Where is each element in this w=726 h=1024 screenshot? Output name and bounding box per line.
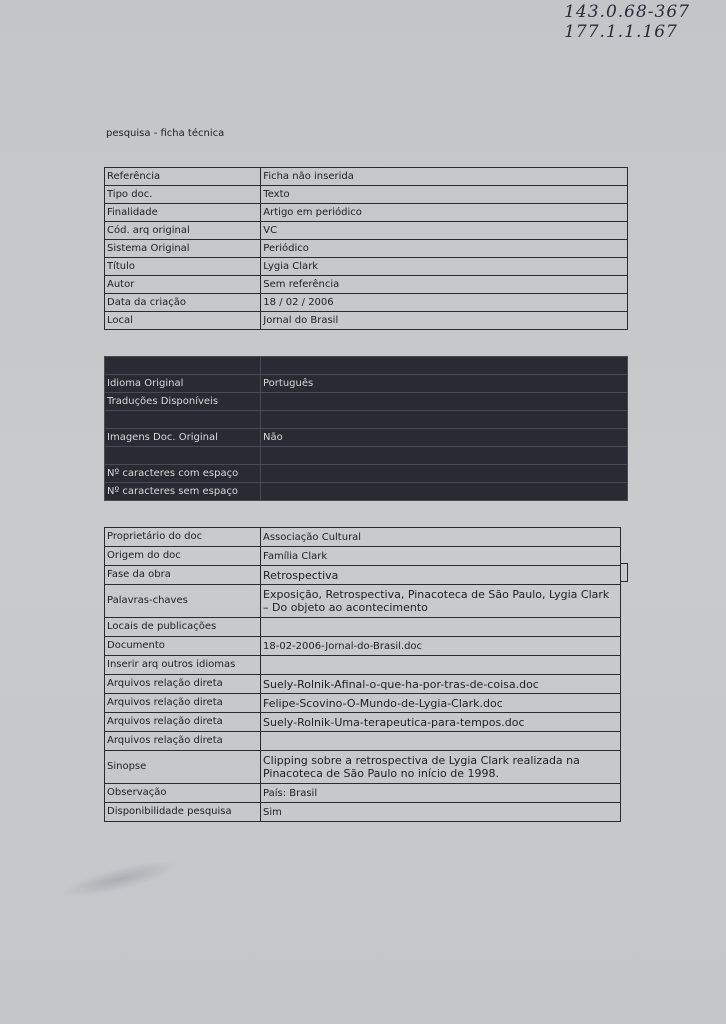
field-label: Data da criação	[105, 294, 261, 312]
table-row	[105, 276, 628, 294]
page-heading: pesquisa - ficha técnica	[106, 128, 225, 139]
table-row	[105, 713, 621, 732]
table-row	[105, 429, 628, 447]
field-label: Palavras-chaves	[105, 585, 261, 618]
field-label: Arquivos relação direta	[105, 732, 261, 751]
field-value: Artigo em periódico	[261, 204, 628, 222]
table-row	[105, 675, 621, 694]
field-label: Origem do doc	[105, 547, 261, 566]
table-row	[105, 393, 628, 411]
field-value: Lygia Clark	[261, 258, 628, 276]
archive-code-2: 177.1.1.167	[564, 22, 678, 42]
table-row	[105, 411, 628, 429]
table-row	[105, 222, 628, 240]
field-value: Jornal do Brasil	[261, 312, 628, 330]
table-row	[105, 240, 628, 258]
field-label	[105, 411, 261, 429]
field-value: Suely-Rolnik-Uma-terapeutica-para-tempos.doc	[261, 713, 621, 732]
table-row	[105, 784, 621, 803]
identification-table	[104, 167, 628, 330]
field-label: Fase da obra	[105, 566, 261, 585]
table-row	[105, 375, 628, 393]
table-row	[105, 694, 621, 713]
table-row	[105, 566, 621, 585]
table-row	[105, 204, 628, 222]
table-row	[105, 312, 628, 330]
field-label: Documento	[105, 637, 261, 656]
field-label: Sinopse	[105, 751, 261, 784]
field-label: Imagens Doc. Original	[105, 429, 261, 447]
table-row	[105, 528, 621, 547]
field-label: Observação	[105, 784, 261, 803]
handwritten-archive-codes	[564, 2, 690, 42]
field-label: Arquivos relação direta	[105, 713, 261, 732]
field-value	[261, 618, 621, 637]
field-value	[261, 357, 628, 375]
field-label	[105, 447, 261, 465]
field-value: Associação Cultural	[261, 528, 621, 547]
field-value: Sim	[261, 803, 621, 822]
table-row	[105, 732, 621, 751]
field-value: 18 / 02 / 2006	[261, 294, 628, 312]
field-label: Arquivos relação direta	[105, 694, 261, 713]
field-value	[261, 393, 628, 411]
field-value: Português	[261, 375, 628, 393]
field-value	[261, 411, 628, 429]
table-row	[105, 637, 621, 656]
field-value: VC	[261, 222, 628, 240]
field-value: Periódico	[261, 240, 628, 258]
field-value	[261, 465, 628, 483]
table-row	[105, 803, 621, 822]
field-label: Cód. arq original	[105, 222, 261, 240]
field-value	[261, 483, 628, 501]
field-value: Exposição, Retrospectiva, Pinacoteca de São Paulo, Lygia Clark – Do objeto ao acontecimento	[261, 585, 621, 618]
language-table	[104, 356, 628, 501]
field-value	[261, 732, 621, 751]
field-value: Ficha não inserida	[261, 168, 628, 186]
table-row	[105, 168, 628, 186]
field-label: Disponibilidade pesquisa	[105, 803, 261, 822]
field-value: Retrospectiva	[261, 566, 621, 585]
field-label: Locais de publicações	[105, 618, 261, 637]
field-label	[105, 357, 261, 375]
field-value: Não	[261, 429, 628, 447]
field-label: Título	[105, 258, 261, 276]
table-row	[105, 447, 628, 465]
field-label: Inserir arq outros idiomas	[105, 656, 261, 675]
scan-smudge	[59, 854, 181, 904]
field-value: Sem referência	[261, 276, 628, 294]
field-label: Autor	[105, 276, 261, 294]
field-label: Traduções Disponíveis	[105, 393, 261, 411]
provenance-table	[104, 527, 621, 822]
table-row	[105, 656, 621, 675]
table-row	[105, 258, 628, 276]
field-label: Proprietário do doc	[105, 528, 261, 547]
field-value: Texto	[261, 186, 628, 204]
field-value	[261, 656, 621, 675]
field-value	[261, 447, 628, 465]
field-label: Idioma Original	[105, 375, 261, 393]
table-row	[105, 483, 628, 501]
field-label: Arquivos relação direta	[105, 675, 261, 694]
field-label: Nº caracteres com espaço	[105, 465, 261, 483]
table-border-fragment	[621, 563, 628, 582]
table-row	[105, 186, 628, 204]
field-label: Tipo doc.	[105, 186, 261, 204]
table-row	[105, 547, 621, 566]
table-row	[105, 585, 621, 618]
archive-code-1: 143.0.68-367	[564, 2, 690, 22]
field-value: Família Clark	[261, 547, 621, 566]
table-row	[105, 751, 621, 784]
field-label: Nº caracteres sem espaço	[105, 483, 261, 501]
table-row	[105, 357, 628, 375]
field-value: País: Brasil	[261, 784, 621, 803]
field-label: Referência	[105, 168, 261, 186]
field-label: Local	[105, 312, 261, 330]
table-row	[105, 618, 621, 637]
field-label: Finalidade	[105, 204, 261, 222]
field-value: 18-02-2006-Jornal-do-Brasil.doc	[261, 637, 621, 656]
table-row	[105, 294, 628, 312]
field-value: Suely-Rolnik-Afinal-o-que-ha-por-tras-de-coisa.doc	[261, 675, 621, 694]
field-label: Sistema Original	[105, 240, 261, 258]
table-row	[105, 465, 628, 483]
field-value: Felipe-Scovino-O-Mundo-de-Lygia-Clark.doc	[261, 694, 621, 713]
field-value: Clipping sobre a retrospectiva de Lygia Clark realizada na Pinacoteca de São Paulo no início de 1998.	[261, 751, 621, 784]
